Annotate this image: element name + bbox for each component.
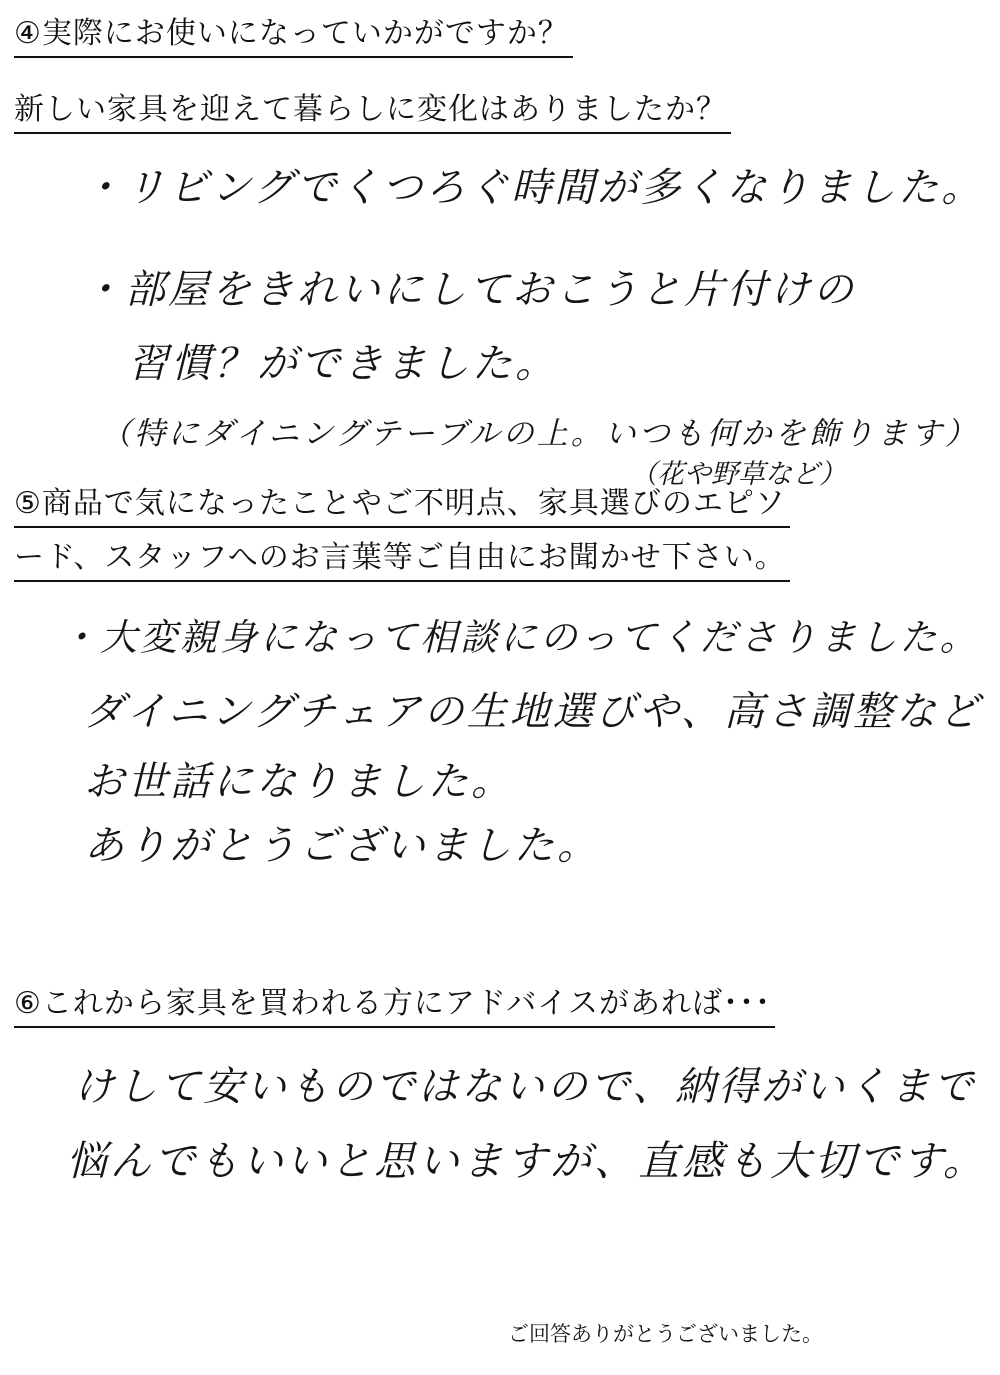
answer-6-line-2: 悩んでもいいと思いますが、直感も大切です。 — [66, 1137, 987, 1185]
answer-4-line-2: ・部屋をきれいにしておこうと片付けの — [82, 267, 856, 313]
question-6-line-1: ⑥これから家具を買われる方にアドバイスがあれば･･･ — [14, 982, 775, 1028]
answer-4-line-1: ・リビングでくつろぐ時間が多くなりました。 — [82, 165, 985, 211]
answer-6-line-1: けして安いものではないので、納得がいくまで — [74, 1064, 977, 1110]
answer-5-line-3: お世話になりました。 — [84, 759, 514, 805]
answer-5-line-2: ダイニングチェアの生地選びや、高さ調整など — [84, 689, 982, 735]
question-5-line-2: ード、スタッフへのお言葉等ご自由にお聞かせ下さい。 — [14, 536, 790, 582]
closing-thanks: ご回答ありがとうございました。 — [508, 1322, 823, 1346]
question-4-line-1: ④実際にお使いになっていかがですか？ — [14, 12, 573, 58]
answer-5-line-1: ・大変親身になって相談にのってくださりました。 — [60, 616, 980, 659]
answer-4-line-3: 習慣？ができました。 — [128, 341, 558, 387]
question-4-line-2: 新しい家具を迎えて暮らしに変化はありましたか？ — [14, 88, 731, 134]
answer-5-line-4: ありがとうございました。 — [84, 823, 600, 869]
question-5-line-1: ⑤商品で気になったことやご不明点、家具選びのエピソ — [14, 482, 790, 528]
answer-4-line-4: （特にダイニングテーブルの上。いつも何かを飾ります） — [100, 416, 979, 452]
answer-4-note: （花や野草など） — [630, 459, 846, 490]
